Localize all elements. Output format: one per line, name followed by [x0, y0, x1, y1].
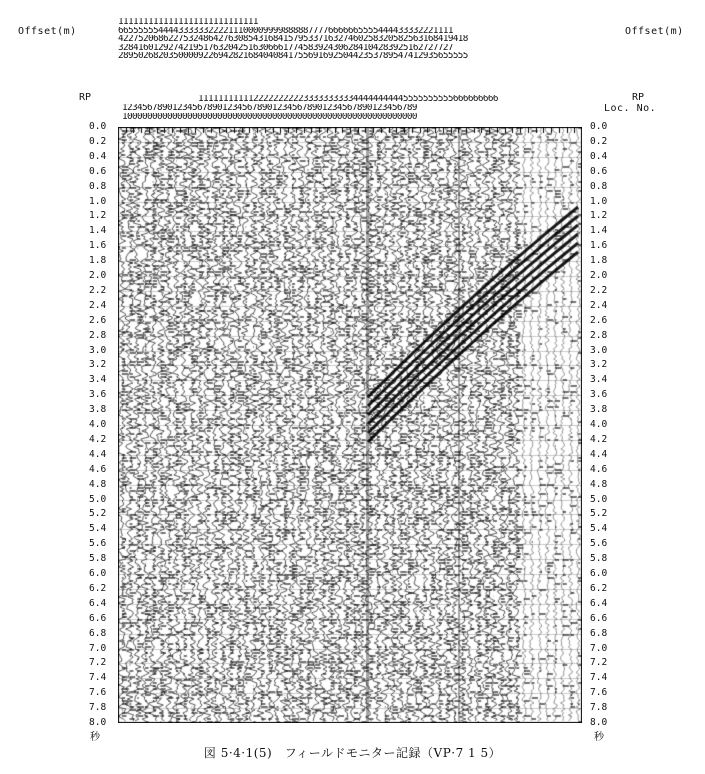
time-tick-label: 4.8 [89, 478, 107, 490]
time-tick-label: 3.4 [89, 374, 107, 386]
time-tick-label: 2.0 [590, 270, 608, 281]
time-tick-label: 1.2 [89, 210, 107, 222]
time-tick-label: 1.8 [590, 255, 608, 267]
time-tick-label: 0.6 [590, 165, 608, 177]
offset-line: 3284160129274219517632042516306661774583924306284104283925162727727 [118, 43, 453, 53]
time-tick-label: 6.6 [590, 612, 608, 624]
time-tick-label: 6.0 [89, 568, 107, 579]
offset-values [118, 18, 582, 61]
loc-no-label: Loc. No. [604, 103, 657, 114]
time-tick-label: 6.8 [89, 627, 107, 639]
time-tick-label: 7.0 [590, 642, 608, 654]
offset-line: 2895026820350000922694282168404084175569169250442353789547412935655555 [118, 52, 468, 61]
time-tick-label: 6.2 [590, 582, 608, 594]
time-tick-label: 0.0 [590, 121, 608, 132]
seismic-record [118, 127, 582, 723]
time-tick-label: 0.2 [590, 135, 608, 147]
loc-line: 10000000000000000000000000000000000000000000000000000000000 [122, 112, 417, 122]
time-tick-label: 6.8 [590, 627, 608, 639]
time-tick-label: 6.2 [89, 582, 107, 594]
time-tick-label: 5.8 [89, 553, 107, 565]
time-tick-label: 0.0 [89, 121, 107, 132]
time-tick-label: 2.2 [89, 284, 107, 296]
time-tick-label: 4.2 [89, 433, 107, 445]
time-tick-label: 4.4 [590, 448, 608, 460]
time-tick-label: 0.8 [89, 180, 107, 192]
time-tick-label: 6.6 [89, 612, 107, 624]
time-unit-left: 秒 [90, 732, 100, 743]
time-tick-label: 1.8 [89, 255, 107, 267]
time-tick-label: 4.6 [590, 463, 608, 475]
time-tick-label: 2.4 [590, 299, 608, 311]
time-tick-label: 4.0 [590, 419, 608, 430]
time-tick-label: 0.2 [89, 135, 107, 147]
time-tick-label: 1.4 [590, 225, 608, 237]
time-tick-label: 3.2 [89, 359, 107, 371]
time-tick-label: 7.6 [89, 687, 107, 699]
figure-caption: 図 5·4·1(5) フィールドモニター記録（VP·7 1 5） [203, 746, 502, 760]
time-tick-label: 2.6 [590, 314, 608, 326]
time-tick-label: 4.0 [89, 419, 107, 430]
time-tick-label: 4.4 [89, 448, 107, 460]
time-tick-label: 6.0 [590, 568, 608, 579]
time-tick-label: 7.4 [89, 672, 107, 684]
time-tick-label: 5.4 [89, 523, 107, 535]
time-tick-label: 7.2 [89, 657, 107, 669]
loc-line: 111111111112222222222333333333344444444445555555555666666666 [198, 95, 498, 104]
offset-label-left: Offset(m) [18, 26, 77, 37]
time-tick-label: 3.4 [590, 374, 608, 386]
offset-label-right: Offset(m) [625, 26, 684, 37]
time-tick-label: 7.2 [590, 657, 608, 669]
time-tick-label: 5.0 [590, 493, 608, 505]
time-tick-label: 1.0 [89, 195, 107, 207]
time-unit-right: 秒 [594, 732, 604, 743]
time-tick-label: 3.0 [590, 344, 608, 356]
time-tick-label: 6.4 [590, 597, 608, 609]
offset-line: 1111111111111111111111111111 [118, 18, 258, 27]
time-tick-label: 3.0 [89, 344, 107, 356]
time-tick-label: 0.6 [89, 165, 107, 177]
time-tick-label: 7.8 [590, 702, 608, 714]
time-tick-label: 7.8 [89, 702, 107, 714]
time-tick-label: 8.0 [590, 717, 608, 728]
time-tick-label: 5.8 [590, 553, 608, 565]
time-tick-label: 8.0 [89, 717, 107, 728]
time-tick-label: 2.8 [590, 329, 608, 341]
time-tick-label: 1.6 [590, 240, 608, 252]
time-axis-left [89, 121, 115, 728]
time-tick-label: 7.6 [590, 687, 608, 699]
time-tick-label: 4.2 [590, 433, 608, 445]
time-tick-label: 2.0 [89, 270, 107, 281]
time-tick-label: 1.6 [89, 240, 107, 252]
time-tick-label: 5.2 [590, 508, 608, 520]
loc-numbers [118, 95, 582, 121]
time-tick-label: 5.6 [89, 538, 107, 550]
time-tick-label: 6.4 [89, 597, 107, 609]
time-tick-label: 1.2 [590, 210, 608, 222]
time-tick-label: 5.0 [89, 493, 107, 505]
time-tick-label: 0.4 [89, 150, 107, 162]
time-tick-label: 3.8 [89, 404, 107, 416]
offset-line: 6655555544443333332222111000099998888877776666665555444433332221111 [118, 26, 453, 36]
offset-line: 4227520686227532486427630854316841579533716327460258320582563168419418 [118, 35, 468, 44]
time-tick-label: 3.2 [590, 359, 608, 371]
time-tick-label: 2.6 [89, 314, 107, 326]
rp-label-left: RP [79, 92, 92, 103]
time-tick-label: 5.2 [89, 508, 107, 520]
loc-line: 12345678901234567890123456789012345678901234567890123456789 [122, 103, 417, 113]
time-tick-label: 0.8 [590, 180, 608, 192]
time-tick-label: 1.0 [590, 195, 608, 207]
time-tick-label: 4.6 [89, 463, 107, 475]
time-tick-label: 5.4 [590, 523, 608, 535]
time-tick-label: 2.4 [89, 299, 107, 311]
rp-label-right: RP [632, 92, 645, 103]
time-tick-label: 2.2 [590, 284, 608, 296]
time-tick-label: 0.4 [590, 150, 608, 162]
time-tick-label: 3.6 [590, 389, 608, 401]
time-tick-label: 7.4 [590, 672, 608, 684]
time-tick-label: 5.6 [590, 538, 608, 550]
time-tick-label: 1.4 [89, 225, 107, 237]
time-tick-label: 3.6 [89, 389, 107, 401]
time-axis-right [590, 121, 616, 728]
time-tick-label: 2.8 [89, 329, 107, 341]
time-tick-label: 3.8 [590, 404, 608, 416]
time-tick-label: 4.8 [590, 478, 608, 490]
time-tick-label: 7.0 [89, 642, 107, 654]
